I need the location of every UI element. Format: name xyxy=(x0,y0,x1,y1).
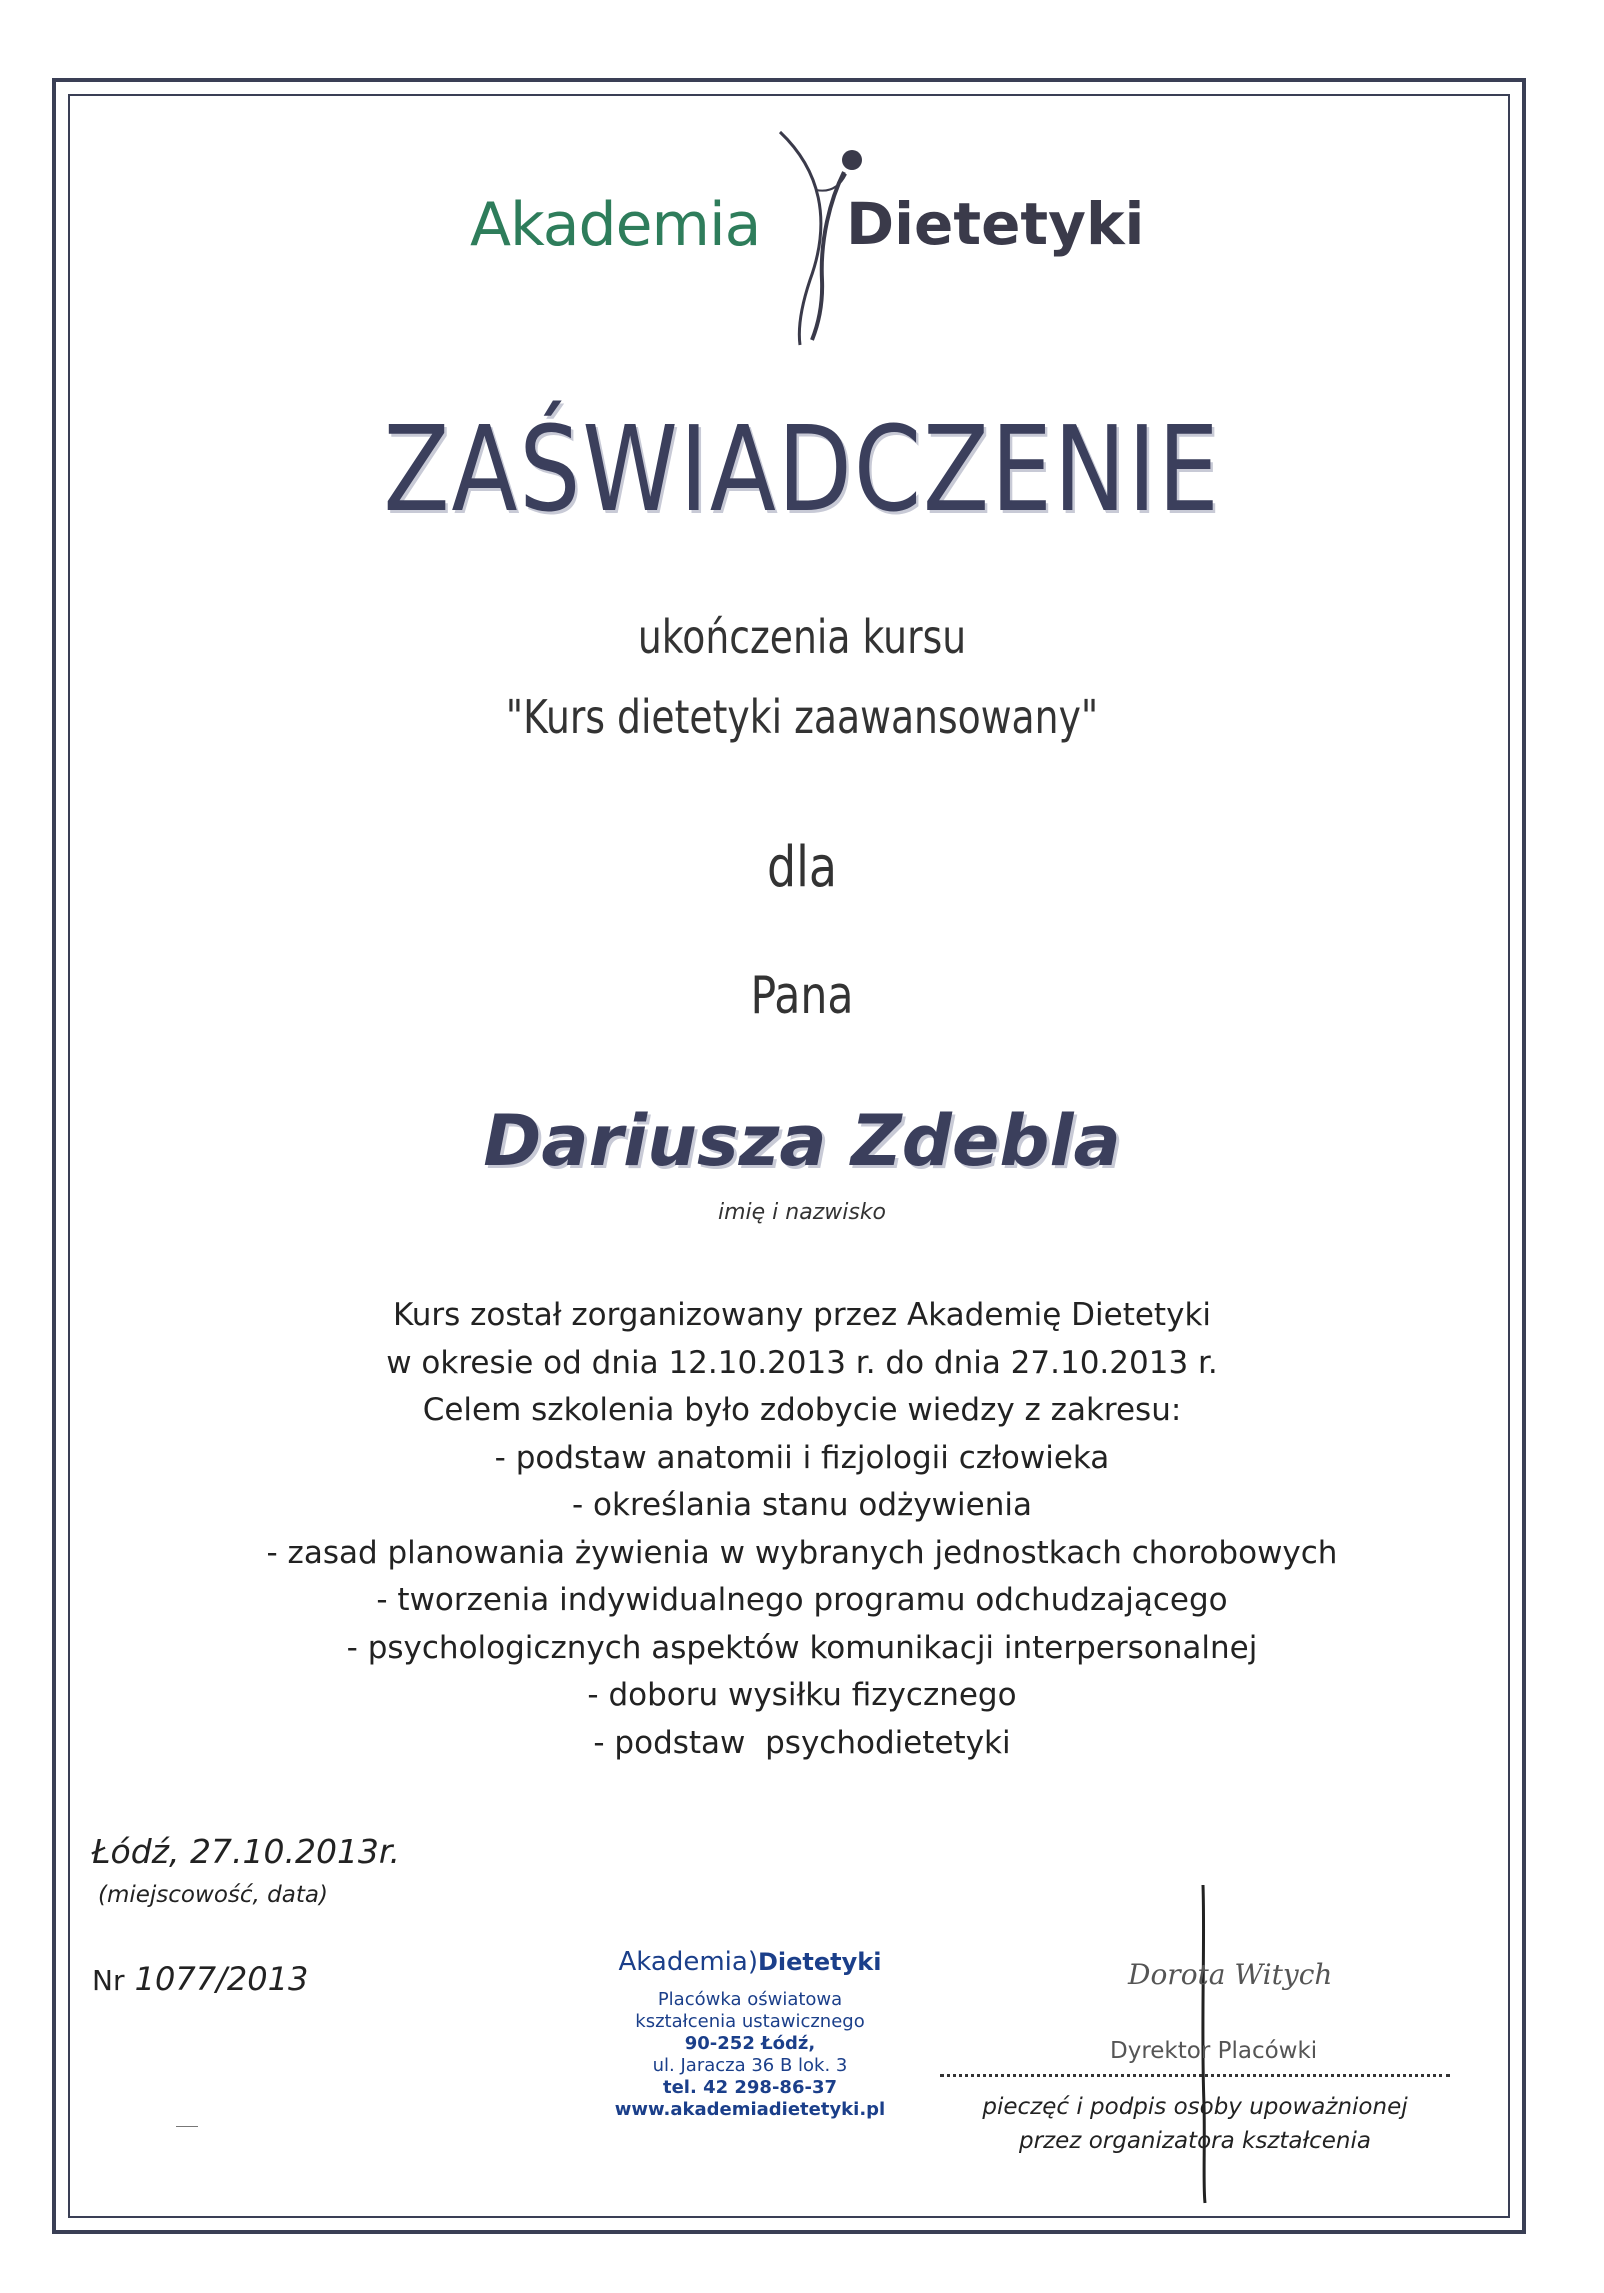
institution-stamp xyxy=(580,1925,920,2185)
place-date-caption: (miejscowość, data) xyxy=(98,1882,328,1908)
body-line: - określania stanu odżywienia xyxy=(572,1487,1032,1523)
stamp-line: Placówka oświatowa xyxy=(657,1989,843,2010)
stamp-address xyxy=(580,1989,920,2121)
body-line: - zasad planowania żywienia w wybranych jednostkach chorobowych xyxy=(266,1534,1338,1571)
body-line: - psychologicznych aspektów komunikacji interpersonalnej xyxy=(346,1629,1258,1666)
certificate-number xyxy=(92,1960,308,1998)
signer-name-stamp: Dorota Witych xyxy=(1128,1958,1333,1991)
number-label: Nr xyxy=(92,1964,125,1997)
body-line: - doboru wysiłku fizycznego xyxy=(587,1677,1017,1713)
body-line: - podstaw anatomii i fizjologii człowieka xyxy=(494,1439,1110,1476)
stamp-logo-dietetyki: Dietetyki xyxy=(757,1948,882,1976)
signature-caption xyxy=(940,2090,1450,2158)
body-line: - tworzenia indywidualnego programu odchudzającego xyxy=(376,1582,1228,1618)
stamp-logo xyxy=(580,1947,920,1977)
stamp-line: tel. 42 298-86-37 xyxy=(662,2077,837,2098)
stamp-line: ul. Jaracza 36 B lok. 3 xyxy=(652,2055,848,2076)
signature-caption-line: pieczęć i podpis osoby upoważnionej xyxy=(982,2094,1408,2120)
certificate-subtitle: ukończenia kursu xyxy=(637,610,967,664)
akademia-dietetyki-logo xyxy=(460,130,1160,350)
course-name: "Kurs dietetyki zaawansowany" xyxy=(505,690,1099,744)
place-date: Łódź, 27.10.2013r. xyxy=(92,1832,400,1871)
stamp-figure-icon: ) xyxy=(747,1947,758,1977)
body-line: - podstaw psychodietetyki xyxy=(593,1724,1011,1761)
signature-caption-line: przez organizatora kształcenia xyxy=(1019,2128,1371,2154)
for-label: dla xyxy=(766,835,838,900)
body-line: w okresie od dnia 12.10.2013 r. do dnia 27.10.2013 r. xyxy=(386,1344,1218,1381)
body-line: Kurs został zorganizowany przez Akademię Dietetyki xyxy=(392,1297,1212,1333)
recipient-name: Dariusza Zdebla xyxy=(483,1100,1121,1182)
signer-role-stamp: Dyrektor Placówki xyxy=(1110,2038,1318,2064)
stamp-line: www.akademiadietetyki.pl xyxy=(614,2099,886,2120)
stamp-line: 90-252 Łódź, xyxy=(684,2033,816,2054)
name-caption: imię i nazwisko xyxy=(717,1200,887,1225)
stamp-line: kształcenia ustawicznego xyxy=(635,2011,865,2032)
salutation: Pana xyxy=(750,966,854,1026)
signature-line xyxy=(940,2074,1450,2077)
logo-word-akademia: Akademia xyxy=(470,190,761,260)
logo-word-dietetyki: Dietetyki xyxy=(846,190,1145,258)
body-line: Celem szkolenia było zdobycie wiedzy z zakresu: xyxy=(422,1392,1182,1428)
course-description xyxy=(0,1292,1604,1767)
number-value: 1077/2013 xyxy=(134,1960,309,1998)
stamp-logo-akademia: Akademia xyxy=(618,1947,748,1977)
divider xyxy=(176,2126,198,2127)
certificate-title: ZAŚWIADCZENIE xyxy=(383,400,1221,538)
